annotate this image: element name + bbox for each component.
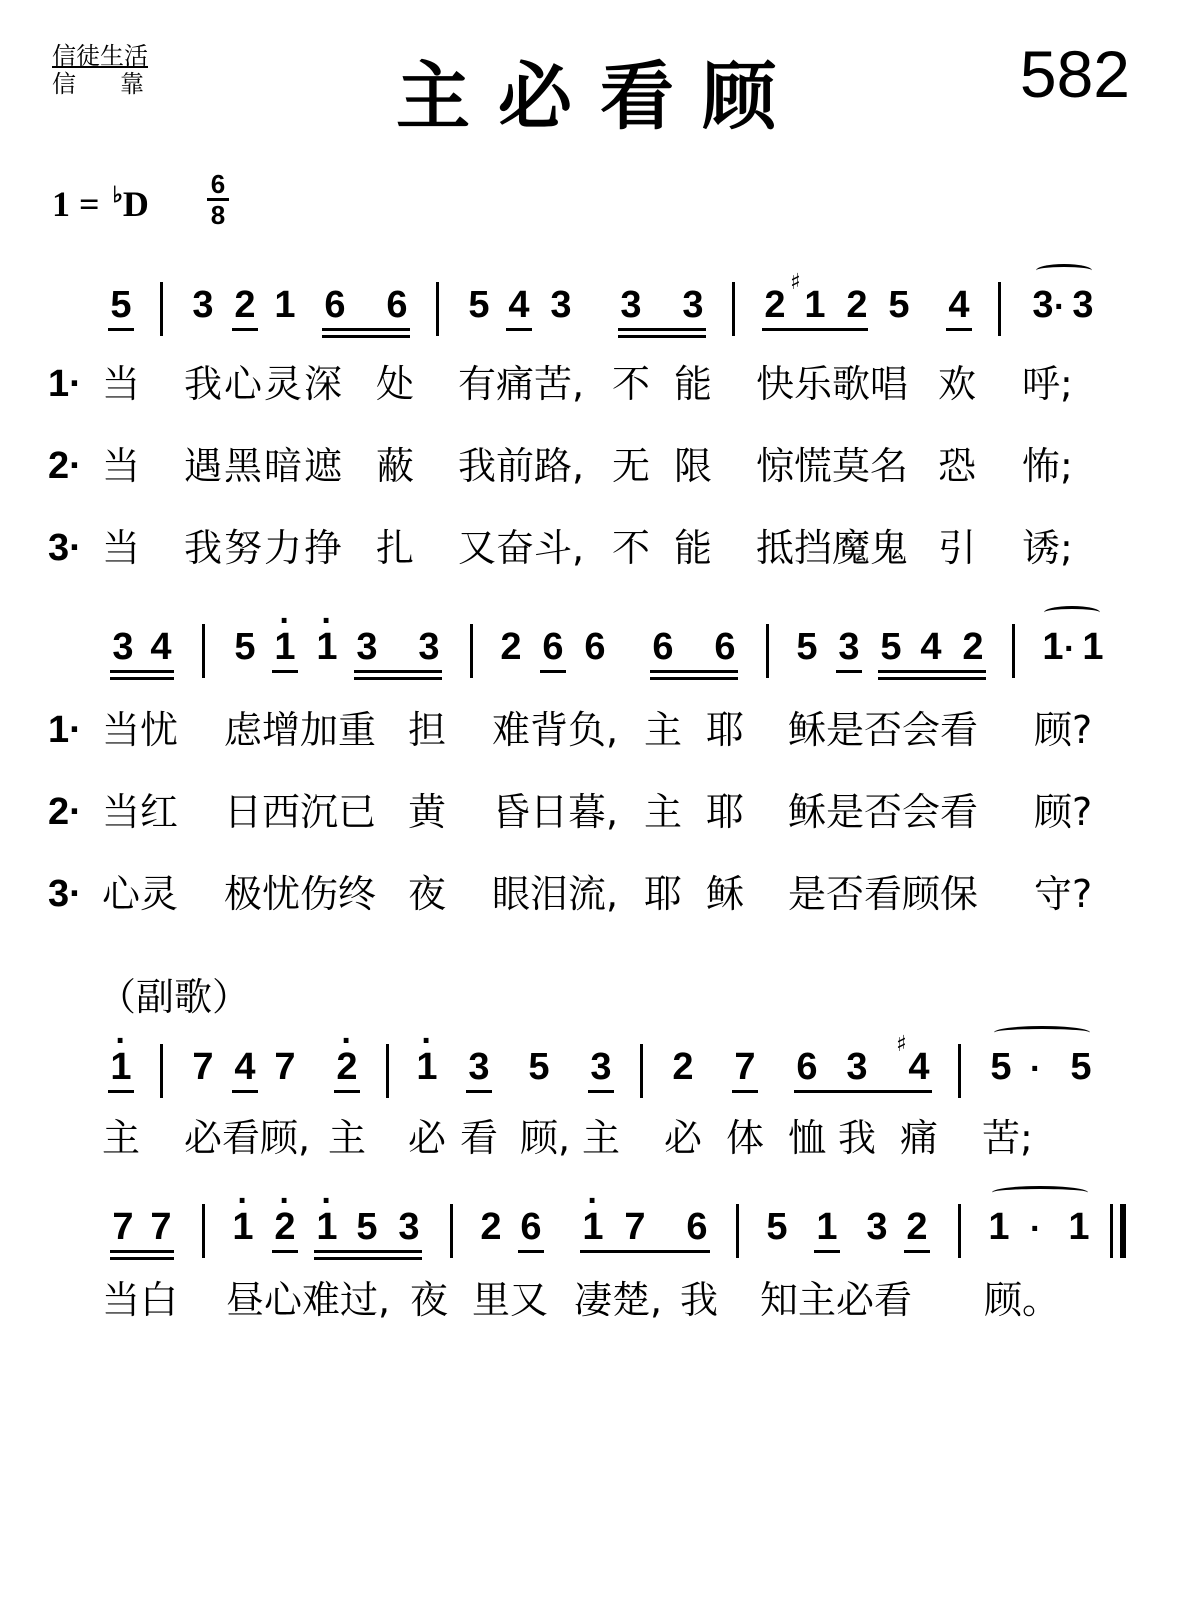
lyric: 耶 bbox=[706, 790, 745, 834]
lyric: 惊慌莫名 bbox=[756, 444, 909, 488]
note: 1 bbox=[988, 1206, 1010, 1248]
lyric: 扎 bbox=[376, 526, 415, 570]
lyric: 夜 bbox=[410, 1278, 449, 1322]
note: 1 bbox=[816, 1206, 838, 1248]
lyric: 守? bbox=[1034, 872, 1093, 916]
lyric: 耶 bbox=[706, 708, 745, 752]
note: · 1 bbox=[272, 624, 298, 670]
lyric: 我 bbox=[680, 1278, 719, 1322]
chorus-staff-1: · 1 7 4 7 · 2 · 1 3 5 3 2 7 6 3 ♯ 4 5 · 5 bbox=[0, 1044, 1200, 1104]
note: · 1 bbox=[314, 1204, 340, 1250]
note: 3 bbox=[1072, 284, 1094, 326]
note: 3 bbox=[418, 626, 440, 668]
lyric: 引 bbox=[938, 526, 977, 570]
verse-staff-1: 5 3 2 1 6 6 5 4 3 3 3 2 ♯ 1 2 5 4 3 · 3 bbox=[0, 282, 1200, 342]
note: 5 bbox=[528, 1046, 550, 1088]
note: 3 bbox=[838, 626, 860, 668]
lyric: 里又 bbox=[472, 1278, 549, 1322]
verse-number: 1· bbox=[48, 709, 82, 751]
note: 5 bbox=[766, 1206, 788, 1248]
lyric: 主 bbox=[328, 1116, 367, 1160]
lyric: 抵挡魔鬼 bbox=[756, 526, 909, 570]
flat-icon: ♭ bbox=[112, 182, 123, 207]
lyric: 昏日暮, bbox=[492, 790, 619, 834]
note: 5 bbox=[990, 1046, 1012, 1088]
lyric: 能 bbox=[674, 362, 713, 406]
lyric: 是否看顾保 bbox=[788, 872, 979, 916]
verse-number: 2· bbox=[48, 791, 82, 833]
note: 6 bbox=[714, 626, 736, 668]
lyric: 稣是否会看 bbox=[788, 708, 979, 752]
lyric: 诱; bbox=[1022, 526, 1073, 570]
note: 7 bbox=[734, 1046, 756, 1088]
sharp-icon: ♯ bbox=[896, 1032, 907, 1057]
lyric: 耶 bbox=[644, 872, 683, 916]
lyric: 顾? bbox=[1034, 790, 1093, 834]
note: 7 bbox=[192, 1046, 214, 1088]
note: 7 bbox=[150, 1206, 172, 1248]
note: 7 bbox=[624, 1206, 646, 1248]
lyric: 体 bbox=[726, 1116, 765, 1160]
key-signature bbox=[52, 182, 149, 225]
lyric: 处 bbox=[376, 362, 415, 406]
lyric: 知主必看 bbox=[760, 1278, 913, 1322]
verse2-lyrics-line1 bbox=[0, 442, 1200, 492]
lyric: 极忧伤终 bbox=[224, 872, 377, 916]
chorus-lyrics-line1 bbox=[0, 1114, 1200, 1164]
hymn-number: 582 bbox=[1019, 37, 1130, 111]
lyric: 稣 bbox=[706, 872, 745, 916]
note: 7 bbox=[112, 1206, 134, 1248]
lyric: 呼; bbox=[1022, 362, 1073, 406]
note: 4 bbox=[150, 626, 172, 668]
note: 2 bbox=[846, 284, 868, 326]
note: 5 bbox=[468, 284, 490, 326]
lyric: 主 bbox=[644, 708, 683, 752]
lyric: 恤 bbox=[788, 1116, 827, 1160]
lyric: 虑增加重 bbox=[224, 708, 377, 752]
note: 1 bbox=[1042, 626, 1064, 668]
note: 3 bbox=[866, 1206, 888, 1248]
note: 3 bbox=[550, 284, 572, 326]
lyric: 主 bbox=[582, 1116, 621, 1160]
lyric: 心灵 bbox=[102, 872, 179, 916]
note: 1 bbox=[1082, 626, 1104, 668]
note: 2 bbox=[672, 1046, 694, 1088]
lyric: 遇黑暗遮 bbox=[184, 444, 345, 488]
verse3-lyrics-line1 bbox=[0, 524, 1200, 574]
lyric: 必 bbox=[664, 1116, 703, 1160]
time-sig-bottom: 8 bbox=[210, 200, 226, 230]
note: · 2 bbox=[272, 1204, 298, 1250]
note: 7 bbox=[274, 1046, 296, 1088]
verse-number: 1· bbox=[48, 363, 82, 405]
lyric: 黄 bbox=[408, 790, 447, 834]
note: 3 bbox=[590, 1046, 612, 1088]
lyric: 我前路, bbox=[458, 444, 585, 488]
note: 4 bbox=[908, 1046, 930, 1088]
note: 2 bbox=[480, 1206, 502, 1248]
note: · 1 bbox=[414, 1044, 440, 1090]
chorus-staff-2: 7 7 · 1 · 2 · 1 5 3 2 6 · 1 7 6 5 1 3 2 1 · 1 bbox=[0, 1204, 1200, 1264]
note: · 1 bbox=[580, 1204, 606, 1250]
sharp-icon: ♯ bbox=[790, 270, 801, 295]
note: 6 bbox=[652, 626, 674, 668]
note: 5 bbox=[796, 626, 818, 668]
note: 2 bbox=[906, 1206, 928, 1248]
lyric: 当红 bbox=[102, 790, 179, 834]
lyric: 当 bbox=[102, 526, 141, 570]
note: 6 bbox=[686, 1206, 708, 1248]
lyric: 看 bbox=[460, 1116, 499, 1160]
note: 1 bbox=[274, 284, 296, 326]
lyric: 主 bbox=[644, 790, 683, 834]
verse1-lyrics-line1 bbox=[0, 360, 1200, 410]
note: 6 bbox=[520, 1206, 542, 1248]
lyric: 当白 bbox=[102, 1278, 179, 1322]
note: 3 bbox=[620, 284, 642, 326]
note: 3 bbox=[1032, 284, 1054, 326]
lyric: 当 bbox=[102, 362, 141, 406]
note: 5 bbox=[880, 626, 902, 668]
note: 5 bbox=[888, 284, 910, 326]
note: 3 bbox=[846, 1046, 868, 1088]
note: 1 bbox=[804, 284, 826, 326]
note: 3 bbox=[356, 626, 378, 668]
lyric: 我努力挣 bbox=[184, 526, 345, 570]
note: 4 bbox=[920, 626, 942, 668]
lyric: 蔽 bbox=[376, 444, 415, 488]
note: · 1 bbox=[108, 1044, 134, 1090]
lyric: 凄楚, bbox=[574, 1278, 663, 1322]
lyric: 难背负, bbox=[492, 708, 619, 752]
note: 5 bbox=[110, 284, 132, 326]
lyric: 能 bbox=[674, 526, 713, 570]
note: 3 bbox=[398, 1206, 420, 1248]
note: · 1 bbox=[230, 1204, 256, 1250]
tie-mark bbox=[1044, 606, 1100, 619]
note: 3 bbox=[112, 626, 134, 668]
note: 6 bbox=[796, 1046, 818, 1088]
lyric: 顾。 bbox=[984, 1278, 1061, 1322]
note: 2 bbox=[962, 626, 984, 668]
verse-staff-2: 3 4 5 · 1 · 1 3 3 2 6 6 6 6 5 3 5 4 2 1 · 1 bbox=[0, 624, 1200, 684]
lyric: 当 bbox=[102, 444, 141, 488]
note: 4 bbox=[508, 284, 530, 326]
lyric: 痛 bbox=[900, 1116, 939, 1160]
verse1-lyrics-line2 bbox=[0, 706, 1200, 756]
lyric: 有痛苦, bbox=[458, 362, 585, 406]
note: 5 bbox=[1070, 1046, 1092, 1088]
lyric: 快乐歌唱 bbox=[756, 362, 909, 406]
note: · 1 bbox=[314, 624, 340, 670]
lyric: 不 bbox=[612, 526, 651, 570]
note: 6 bbox=[324, 284, 346, 326]
lyric: 必看顾, bbox=[184, 1116, 311, 1160]
lyric: 欢 bbox=[938, 362, 977, 406]
lyric: 顾? bbox=[1034, 708, 1093, 752]
note: 5 bbox=[234, 626, 256, 668]
lyric: 当忧 bbox=[102, 708, 179, 752]
lyric: 限 bbox=[674, 444, 713, 488]
note: 3 bbox=[682, 284, 704, 326]
note: 6 bbox=[386, 284, 408, 326]
note: 3 bbox=[468, 1046, 490, 1088]
lyric: 又奋斗, bbox=[458, 526, 585, 570]
time-sig-top: 6 bbox=[210, 169, 226, 199]
lyric: 担 bbox=[408, 708, 447, 752]
lyric: 日西沉已 bbox=[224, 790, 377, 834]
lyric: 夜 bbox=[408, 872, 447, 916]
lyric: 无 bbox=[612, 444, 651, 488]
final-barline bbox=[1120, 1204, 1126, 1258]
note: 2 bbox=[764, 284, 786, 326]
verse-number: 3· bbox=[48, 527, 82, 569]
chorus-lyrics-line2 bbox=[0, 1276, 1200, 1326]
verse-number: 3· bbox=[48, 873, 82, 915]
lyric: 眼泪流, bbox=[492, 872, 619, 916]
lyric: 不 bbox=[612, 362, 651, 406]
time-signature bbox=[204, 170, 232, 229]
lyric: 我心灵深 bbox=[184, 362, 345, 406]
page-title: 主必看顾 bbox=[396, 54, 804, 140]
note: 6 bbox=[542, 626, 564, 668]
tie-mark bbox=[992, 1186, 1088, 1199]
note: 4 bbox=[234, 1046, 256, 1088]
category-line-1: 信徒生活 bbox=[52, 42, 148, 70]
verse3-lyrics-line2 bbox=[0, 870, 1200, 920]
lyric: 稣是否会看 bbox=[788, 790, 979, 834]
note: · 2 bbox=[334, 1044, 360, 1090]
lyric: 必 bbox=[408, 1116, 447, 1160]
lyric: 顾, bbox=[520, 1116, 571, 1160]
lyric: 昼心难过, bbox=[226, 1278, 391, 1322]
note: 6 bbox=[584, 626, 606, 668]
lyric: 恐 bbox=[938, 444, 977, 488]
note: 2 bbox=[500, 626, 522, 668]
tie-mark bbox=[994, 1026, 1090, 1039]
note: 4 bbox=[948, 284, 970, 326]
key-note: D bbox=[122, 184, 149, 224]
lyric: 苦; bbox=[982, 1116, 1033, 1160]
lyric: 主 bbox=[102, 1116, 141, 1160]
tie-mark bbox=[1036, 264, 1092, 277]
note: 1 bbox=[1068, 1206, 1090, 1248]
note: 2 bbox=[234, 284, 256, 326]
chorus-label: （副歌） bbox=[98, 975, 251, 1019]
key-prefix: 1 = bbox=[52, 184, 109, 224]
lyric: 怖; bbox=[1022, 444, 1073, 488]
note: 3 bbox=[192, 284, 214, 326]
verse-number: 2· bbox=[48, 445, 82, 487]
note: 5 bbox=[356, 1206, 378, 1248]
verse2-lyrics-line2 bbox=[0, 788, 1200, 838]
lyric: 我 bbox=[838, 1116, 877, 1160]
category-line-2: 信靠 bbox=[52, 70, 188, 98]
